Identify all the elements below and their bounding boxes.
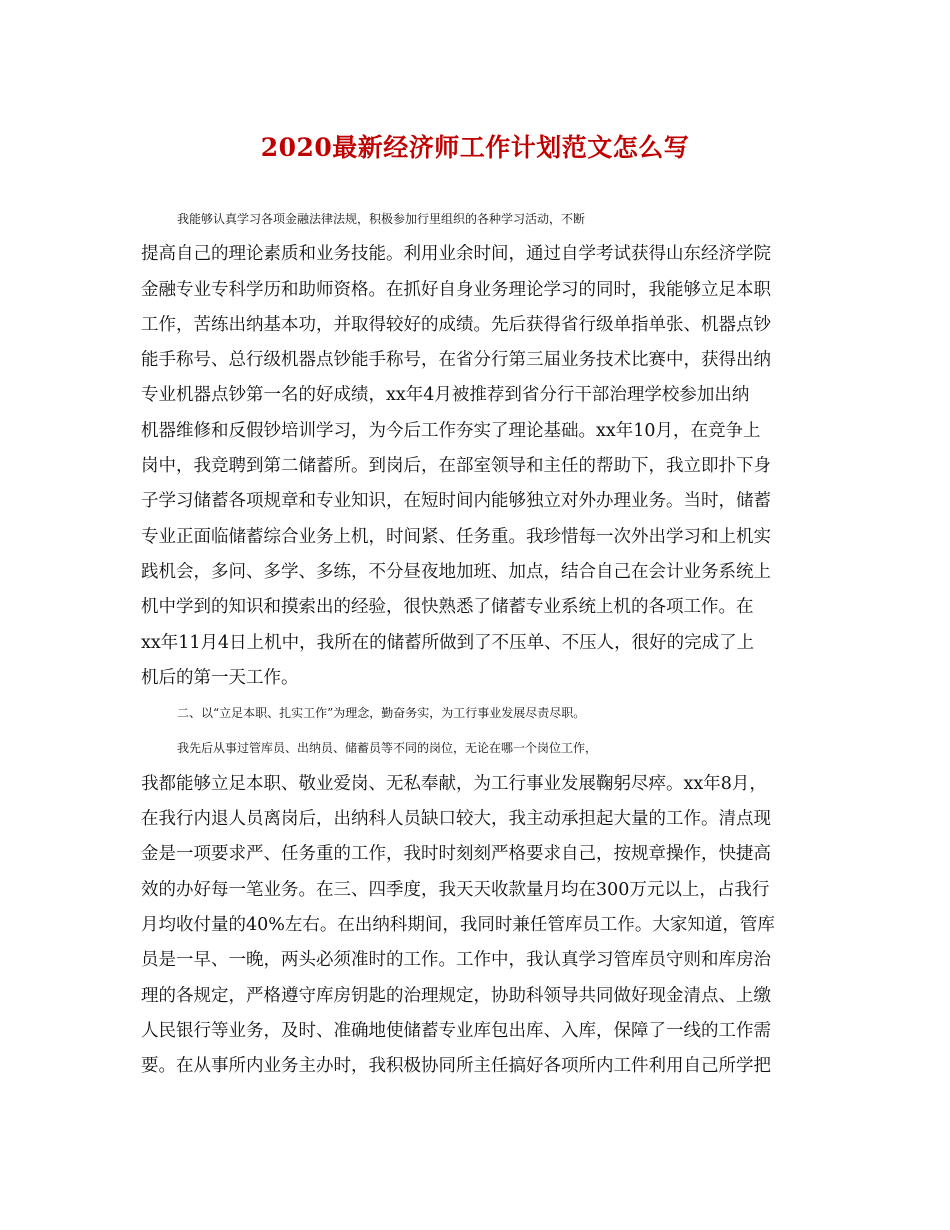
paragraph-line: 要。在从事所内业务主办时，我积极协同所主任搞好各项所内工件利用自己所学把 — [141, 1056, 771, 1077]
paragraph-line: 专业机器点钞第一名的好成绩，xx年4月被推荐到省分行干部治理学校参加出纳 — [141, 385, 750, 406]
paragraph-line: 月均收付量的40%左右。在出纳科期间，我同时兼任管库员工作。大家知道，管库 — [141, 914, 775, 935]
paragraph-line: 人民银行等业务，及时、准确地使储蓄专业库包出库、入库，保障了一线的工作需 — [141, 1020, 771, 1041]
paragraph-line: 效的办好每一笔业务。在三、四季度，我天天收款量月均在300万元以上，占我行 — [141, 879, 770, 900]
document-body — [141, 202, 823, 1084]
paragraph-line: 我先后从事过管库员、出纳员、储蓄员等不同的岗位，无论在哪一个岗位工作， — [177, 741, 598, 756]
paragraph-line: 金是一项要求严、任务重的工作，我时时刻刻严格要求自己，按规章操作，快捷高 — [141, 844, 771, 865]
paragraph — [141, 696, 823, 731]
paragraph-line: 提高自己的理论素质和业务技能。利用业余时间，通过自学考试获得山东经济学院 — [141, 244, 771, 265]
paragraph-line: 机后的第一天工作。 — [141, 667, 299, 688]
paragraph-line: 理的各规定，严格遵守库房钥匙的治理规定，协助科领导共同做好现金清点、上缴 — [141, 985, 771, 1006]
paragraph-line: 我能够认真学习各项金融法律法规，积极参加行里组织的各种学习活动，不断 — [177, 212, 586, 226]
paragraph-line: xx年11月4日上机中，我所在的储蓄所做到了不压单、不压人，很好的完成了上 — [141, 632, 755, 653]
paragraph-line: 金融专业专科学历和助师资格。在抓好自身业务理论学习的同时，我能够立足本职 — [141, 279, 771, 300]
paragraph-line: 我都能够立足本职、敬业爱岗、无私奉献，为工行事业发展鞠躬尽瘁。xx年8月， — [141, 773, 767, 794]
paragraph-line: 工作，苦练出纳基本功，并取得较好的成绩。先后获得省行级单指单张、机器点钞 — [141, 314, 771, 335]
paragraph-line: 机器维修和反假钞培训学习，为今后工作夯实了理论基础。xx年10月，在竞争上 — [141, 420, 761, 441]
paragraph-line: 在我行内退人员离岗后，出纳科人员缺口较大，我主动承担起大量的工作。清点现 — [141, 809, 771, 830]
paragraph-line: 机中学到的知识和摸索出的经验，很快熟悉了储蓄专业系统上机的各项工作。在 — [141, 597, 754, 618]
paragraph-line: 二、以“立足本职、扎实工作”为理念，勤奋务实，为工行事业发展尽责尽职。 — [177, 706, 586, 721]
document-title: 2020最新经济师工作计划范文怎么写 — [260, 133, 690, 162]
paragraph-line: 岗中，我竞聘到第二储蓄所。到岗后，在部室领导和主任的帮助下，我立即扑下身 — [141, 456, 771, 477]
paragraph — [141, 731, 823, 1084]
paragraph-line: 员是一早、一晚，两头必须准时的工作。工作中，我认真学习管库员守则和库房治 — [141, 950, 771, 971]
paragraph-line: 践机会，多问、多学、多练，不分昼夜地加班、加点，结合自己在会计业务系统上 — [141, 561, 771, 582]
paragraph — [141, 202, 823, 696]
paragraph-line: 专业正面临储蓄综合业务上机，时间紧、任务重。我珍惜每一次外出学习和上机实 — [141, 526, 771, 547]
paragraph-line: 能手称号、总行级机器点钞能手称号，在省分行第三届业务技术比赛中，获得出纳 — [141, 350, 771, 371]
paragraph-line: 子学习储蓄各项规章和专业知识，在短时间内能够独立对外办理业务。当时，储蓄 — [141, 491, 771, 512]
